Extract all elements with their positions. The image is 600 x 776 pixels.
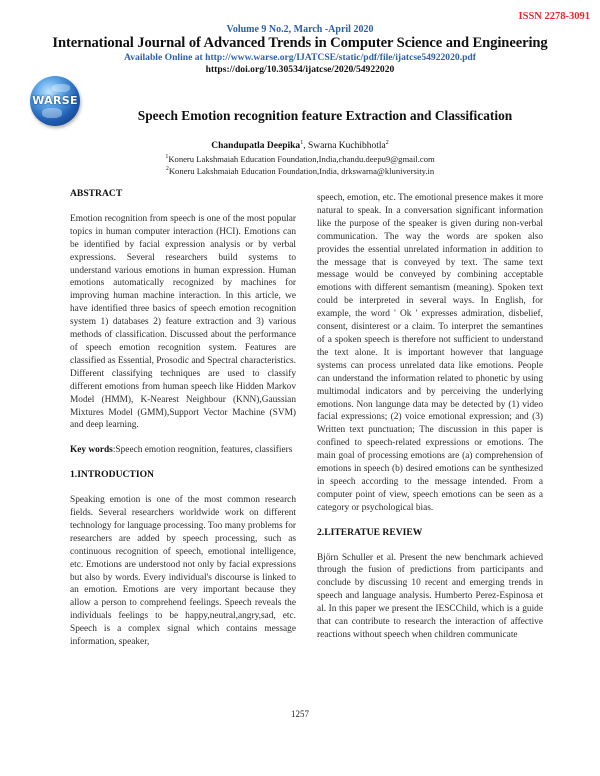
abstract-text: Emotion recognition from speech is one of the most popular topics in human computer interaction (HCI). Emotions can be identified by facial expression analysis or by verbal expressions. Several researchers build systems to understand various emotions in human expression. Human emotions automatically recognized by machines for improving human machine interaction. In this article, we have identified three basics of speech emotion recognition system 1) databases 2) feature extraction and 3) various methods of classification. Discussed about the performance of speech emotion recognition system. Features are classified as Essential, Prosodic and Spectral characteristics. Different classifying techniques are used to classify different emotions from human speech like Hidden Markov Model (HMM), K-Nearest Neighbour (KNN),Gaussian Mixtures Model (GMM),Support Vector Machine (SVM) and deep learning. xyxy=(70,213,296,431)
author-affiliation-marker: 2 xyxy=(385,139,389,146)
affiliation-marker: 1 xyxy=(165,154,169,161)
literature-review-heading: 2.LITERATUE REVIEW xyxy=(317,526,423,538)
issn-label: ISSN 2278-3091 xyxy=(518,11,590,22)
author-affiliation-marker: 1 xyxy=(300,139,304,146)
logo-text: WARSE xyxy=(32,94,78,107)
introduction-continued-text: speech, emotion, etc. The emotional presence makes it more natural to speak. In a conversation significant information like the purpose of the speaker is given during non-verbal communication. The way the words are spoken also provides the essential unrelated information in addition to the message that is conveyed by text. The same text message would be conveyed by combining acceptable emotions with different semantism (meaning). Spoken text could be interpreted in several ways. In English, for example, the word ' Ok ' expresses admiration, disbelief, consent, disinterest or a claim. To interpret the semantines of a spoken speech is therefore not sufficient to understand the text alone. It is important however that language systems can process unrelated data like emotions. People can understand the information related to phonetic by using multimodal indicators and by perceiving the underlying emotions. Non langunge data may be detected by (1) video facial expressions; (2) voice emotional expression; and (3) Written text punctuation; The discussion in this paper is confined to speech-related expressions or emotions. The main goal of processing emotions are (a) comprehension of emotions in speech (b) desired emotions can be synthesized in speech according to the message intended. From a computer point of view, speech emotions can be seen as a category or psychological bias. xyxy=(317,193,543,513)
author-name: Swarna Kuchibhotla xyxy=(307,141,386,151)
right-column xyxy=(317,192,543,642)
available-online-link[interactable]: Available Online at http://www.warse.org/IJATCSE/static/pdf/file/ijatcse54922020.pdf xyxy=(124,52,476,63)
keywords xyxy=(70,444,296,457)
paper-title: Speech Emotion recognition feature Extraction and Classification xyxy=(137,108,513,123)
affiliation xyxy=(0,166,600,176)
author-name: Chandupatla Deepika xyxy=(211,141,301,151)
logo-continent-shape xyxy=(52,84,70,92)
author-separator: , xyxy=(303,141,308,151)
literature-review-text: Björn Schuller et al. Present the new benchmark achieved through the fusion of predictions from participants and conclude by discussing 10 recent and emerging trends in speech and language analysis. Humberto Perez-Espinosa et al. In this paper we present the IESCChild, which is a guide that can contribute to research the interaction of affective reactions without speech when children communicate xyxy=(317,552,543,640)
affiliation-text: Koneru Lakshmaiah Education Foundation,India, drkswarna@kluniversity.in xyxy=(168,166,435,176)
affiliation-marker: 2 xyxy=(165,166,169,173)
affiliation-text: Koneru Lakshmaiah Education Foundation,India,chandu.deepu9@gmail.com xyxy=(168,154,435,164)
page-number: 1257 xyxy=(291,709,309,719)
introduction-heading: 1.INTRODUCTION xyxy=(70,469,154,481)
keywords-text: :Speech emotion reognition, features, classifiers xyxy=(112,445,293,456)
abstract-heading: ABSTRACT xyxy=(70,188,123,199)
left-column xyxy=(70,188,296,649)
keywords-label: Key words xyxy=(70,445,113,456)
volume-issue: Volume 9 No.2, March -April 2020 xyxy=(226,24,374,35)
author-list xyxy=(0,141,600,151)
journal-title: International Journal of Advanced Trends in Computer Science and Engineering xyxy=(52,35,548,51)
introduction-text: Speaking emotion is one of the most common research fields. Several researchers worldwide work on different technology for language processing. Too many problems for researchers are added by speech processing, such as continuous recognition of speech, emotional intelligence, etc. Emotions are understood not only by facial expressions but also by words. Every individual's discourse is linked to an emotion. Emotions are very important because they allow a person to comprehend feelings. Speech reveals the individuals feelings to be happy,neutral,angry,sad, etc. Speech is a complex signal which contains message information, speaker, xyxy=(70,495,296,648)
affiliation xyxy=(0,154,600,164)
doi-link[interactable]: https://doi.org/10.30534/ijatcse/2020/54922020 xyxy=(205,64,395,75)
